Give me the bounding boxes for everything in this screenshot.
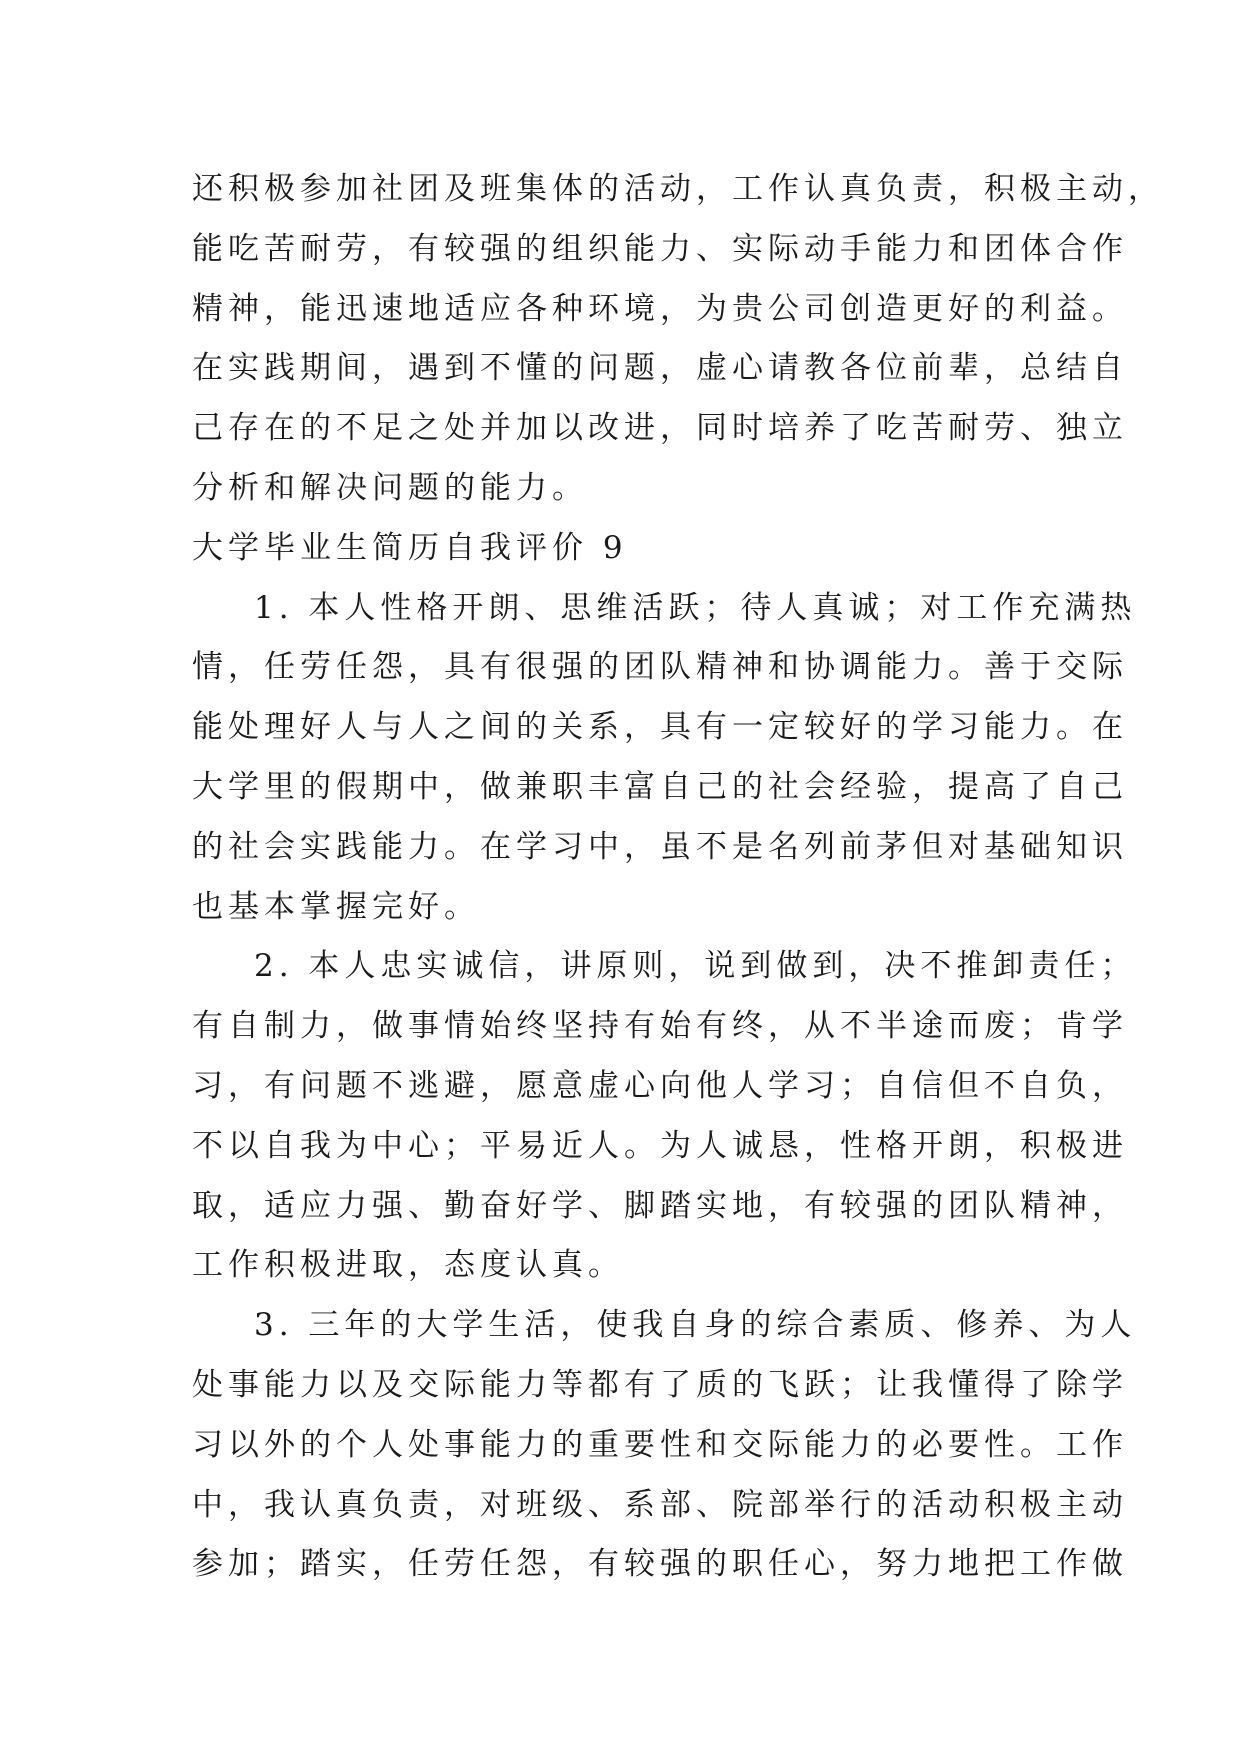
text-line: 己存在的不足之处并加以改进，同时培养了吃苦耐劳、独立 bbox=[192, 410, 1128, 447]
text-line: 中，我认真负责，对班级、系部、院部举行的活动积极主动 bbox=[192, 1486, 1128, 1523]
text-line: 在实践期间，遇到不懂的问题，虚心请教各位前辈，总结自 bbox=[192, 350, 1128, 387]
text-line: 还积极参加社团及班集体的活动，工作认真负责，积极主动， bbox=[192, 171, 1164, 207]
text-line: 情，任劳任怨，具有很强的团队精神和协调能力。善于交际 bbox=[192, 649, 1128, 686]
text-line: 习以外的个人处事能力的重要性和交际能力的必要性。工作 bbox=[192, 1426, 1128, 1463]
text-line: 处事能力以及交际能力等都有了质的飞跃；让我懂得了除学 bbox=[192, 1366, 1128, 1403]
text-line: 能处理好人与人之间的关系，具有一定较好的学习能力。在 bbox=[192, 709, 1128, 746]
paragraph-start: 2. 本人忠实诚信，讲原则，说到做到，决不推卸责任； bbox=[254, 948, 1137, 985]
text-line: 取，适应力强、勤奋好学、脚踏实地，有较强的团队精神， bbox=[192, 1187, 1128, 1224]
text-line: 能吃苦耐劳，有较强的组织能力、实际动手能力和团体合作 bbox=[192, 230, 1128, 267]
paragraph-start: 1. 本人性格开朗、思维活跃；待人真诚；对工作充满热 bbox=[254, 589, 1137, 626]
text-line: 精神，能迅速地适应各种环境，为贵公司创造更好的利益。 bbox=[192, 290, 1128, 327]
text-line: 习，有问题不逃避，愿意虚心向他人学习；自信但不自负， bbox=[192, 1067, 1128, 1104]
paragraph-start: 3. 三年的大学生活，使我自身的综合素质、修养、为人 bbox=[254, 1307, 1137, 1344]
text-line: 分析和解决问题的能力。 bbox=[192, 469, 588, 506]
text-line: 不以自我为中心；平易近人。为人诚恳，性格开朗，积极进 bbox=[192, 1127, 1128, 1164]
text-line: 参加；踏实，任劳任怨，有较强的职任心，努力地把工作做 bbox=[192, 1546, 1128, 1583]
text-line: 工作积极进取，态度认真。 bbox=[192, 1247, 624, 1284]
text-line: 也基本掌握完好。 bbox=[192, 888, 480, 925]
text-line: 有自制力，做事情始终坚持有始有终，从不半途而废；肯学 bbox=[192, 1008, 1128, 1045]
text-line: 大学里的假期中，做兼职丰富自己的社会经验，提高了自己 bbox=[192, 768, 1128, 805]
section-heading: 大学毕业生简历自我评价 9 bbox=[192, 529, 628, 566]
text-line: 的社会实践能力。在学习中，虽不是名列前茅但对基础知识 bbox=[192, 828, 1128, 865]
document-body bbox=[192, 160, 1164, 1595]
